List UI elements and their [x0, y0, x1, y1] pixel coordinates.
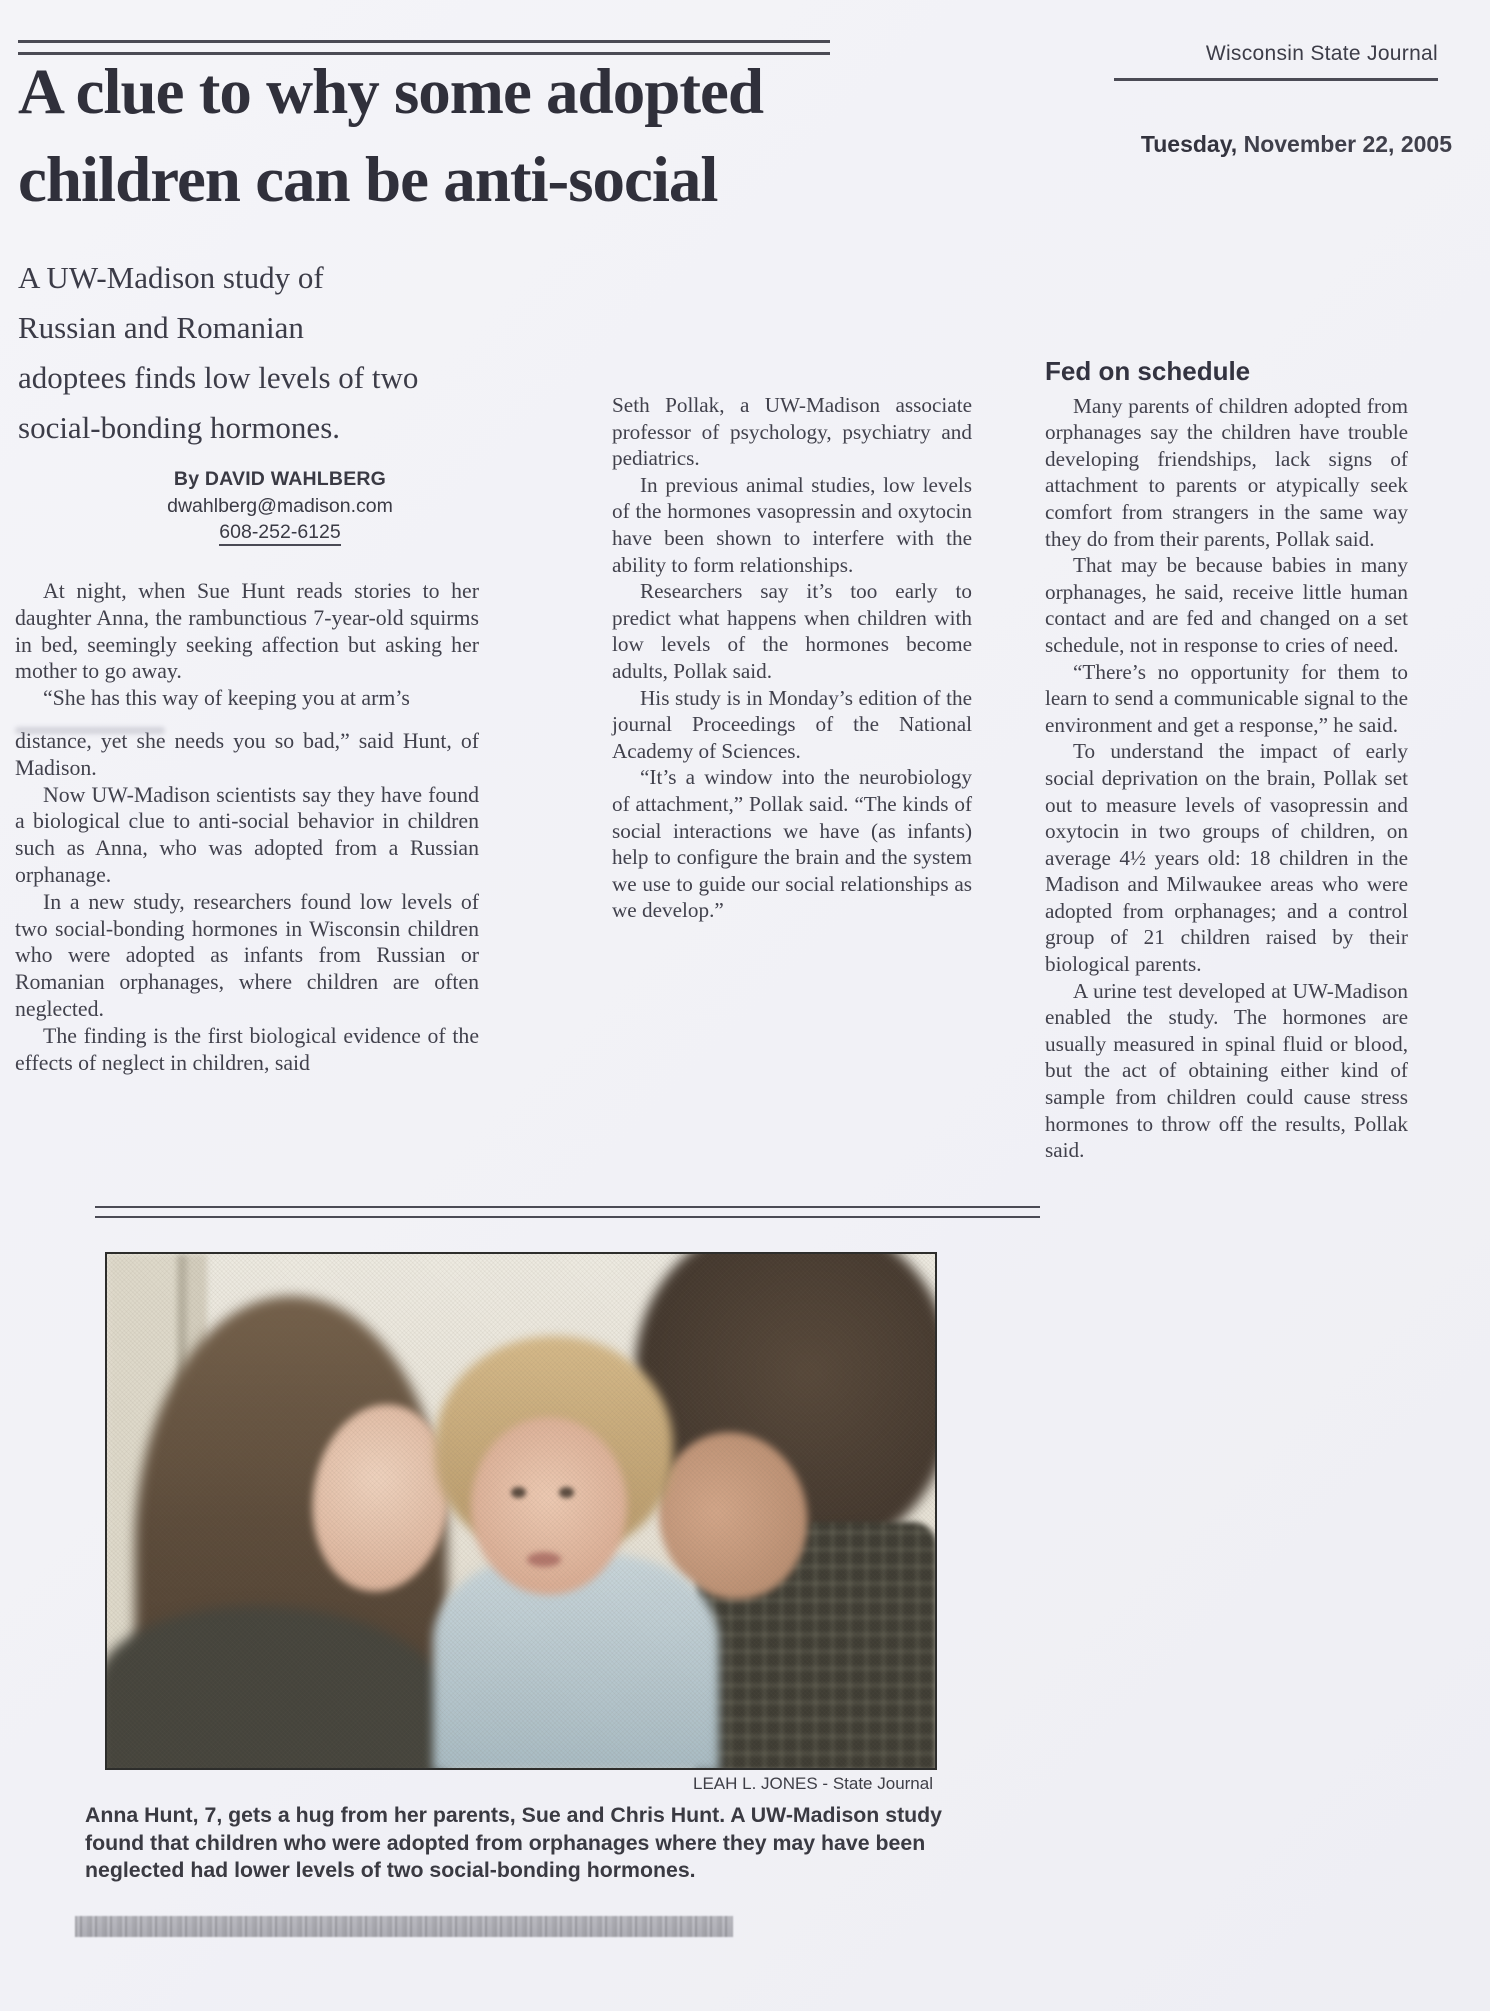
body-paragraph: The finding is the first biological evidence of the effects of neglect in children, said — [15, 1023, 479, 1075]
byline-author: By DAVID WAHLBERG — [173, 468, 387, 490]
headline — [18, 48, 898, 224]
body-paragraph: “There’s no opportunity for them to learn to send a communicable signal to the environment and get a response,” he said. — [1045, 659, 1408, 737]
article-column-right — [1045, 358, 1408, 1164]
byline-phone — [80, 521, 480, 544]
body-paragraph: “It’s a window into the neurobiology of attachment,” Pollak said. “The kinds of social interactions we have (as infants) help to configure the brain and the system we use to guide our social relationships as we develop.” — [612, 765, 972, 923]
deck-line-3: adoptees finds low levels of two — [18, 360, 419, 395]
scan-smudge — [15, 727, 165, 734]
deck-line-4: social-bonding hormones. — [18, 410, 341, 445]
article-column-left — [15, 578, 479, 1076]
article-column-middle — [612, 392, 972, 924]
body-paragraph: Seth Pollak, a UW-Madison associate professor of psychology, psychiatry and pediatrics. — [612, 393, 972, 471]
newspaper-name: Wisconsin State Journal — [1205, 42, 1438, 65]
body-paragraph: In previous animal studies, low levels of the hormones vasopressin and oxytocin have been shown to interfere with the ability to form relationships. — [612, 472, 972, 577]
photo-caption: Anna Hunt, 7, gets a hug from her parents, Sue and Chris Hunt. A UW-Madison study found that children who were adopted from orphanages where they may have been neglected had lower levels of two social-bonding hormones. — [85, 1803, 943, 1882]
byline-phone-number: 608-252-6125 — [219, 521, 340, 546]
issue-date — [1078, 131, 1452, 158]
byline-email: dwahlberg@madison.com — [167, 495, 393, 517]
masthead-underline — [1114, 78, 1438, 81]
body-paragraph: “She has this way of keeping you at arm’s — [43, 686, 410, 711]
photo-top-double-rule — [95, 1206, 1040, 1218]
photo-grain-overlay — [107, 1254, 935, 1768]
deck-line-1: A UW-Madison study of — [18, 260, 324, 295]
body-paragraph: At night, when Sue Hunt reads stories to her daughter Anna, the rambunctious 7-year-old squirms in bed, seemingly seeking affection but asking her mother to go away. — [15, 579, 479, 684]
byline — [80, 468, 480, 544]
body-paragraph: Researchers say it’s too early to predict what happens when children with low levels of the hormones become adults, Pollak said. — [612, 579, 972, 683]
issue-date-rest: November 22, 2005 — [1237, 131, 1452, 157]
scanner-noise-strip — [75, 1916, 733, 1937]
body-paragraph: Now UW-Madison scientists say they have found a biological clue to anti-social behavior in children such as Anna, who was adopted from a Russian orphanage. — [15, 782, 479, 887]
body-paragraph: In a new study, researchers found low levels of two social-bonding hormones in Wisconsin children who were adopted as infants from Russian or Romanian orphanages, where children are often neglected. — [15, 889, 479, 1021]
photo-credit: LEAH L. JONES - State Journal — [693, 1774, 933, 1793]
deck — [18, 253, 598, 453]
article-photo — [105, 1252, 937, 1770]
body-paragraph: That may be because babies in many orphanages, he said, receive little human contact and are fed and changed on a set schedule, not in response to cries of need. — [1045, 553, 1408, 657]
deck-line-2: Russian and Romanian — [18, 310, 304, 345]
issue-date-day: Tuesday, — [1140, 131, 1238, 157]
body-paragraph: His study is in Monday’s edition of the journal Proceedings of the National Academy of Sciences. — [612, 685, 972, 763]
body-paragraph: Many parents of children adopted from orphanages say the children have trouble developing friendships, lack signs of attachment to parents or atypically seek comfort from strangers in the same way they do from their parents, Pollak said. — [1045, 393, 1408, 551]
headline-line-1: A clue to why some adopted — [18, 56, 763, 128]
headline-line-2: children can be anti-social — [18, 144, 718, 216]
section-heading: Fed on schedule — [1045, 356, 1251, 386]
body-paragraph: A urine test developed at UW-Madison enabled the study. The hormones are usually measured in spinal fluid or blood, but the act of obtaining either kind of sample from children could cause stress hormones to throw off the results, Pollak said. — [1045, 978, 1408, 1163]
body-paragraph: To understand the impact of early social deprivation on the brain, Pollak set out to measure levels of vasopressin and oxytocin in two groups of children, on average 4½ years old: 18 children in the Madison and Milwaukee areas who were adopted from orphanages; and a control group of 21 children raised by their biological parents. — [1045, 739, 1408, 977]
body-paragraph: distance, yet she needs you so bad,” said Hunt, of Madison. — [15, 728, 479, 780]
